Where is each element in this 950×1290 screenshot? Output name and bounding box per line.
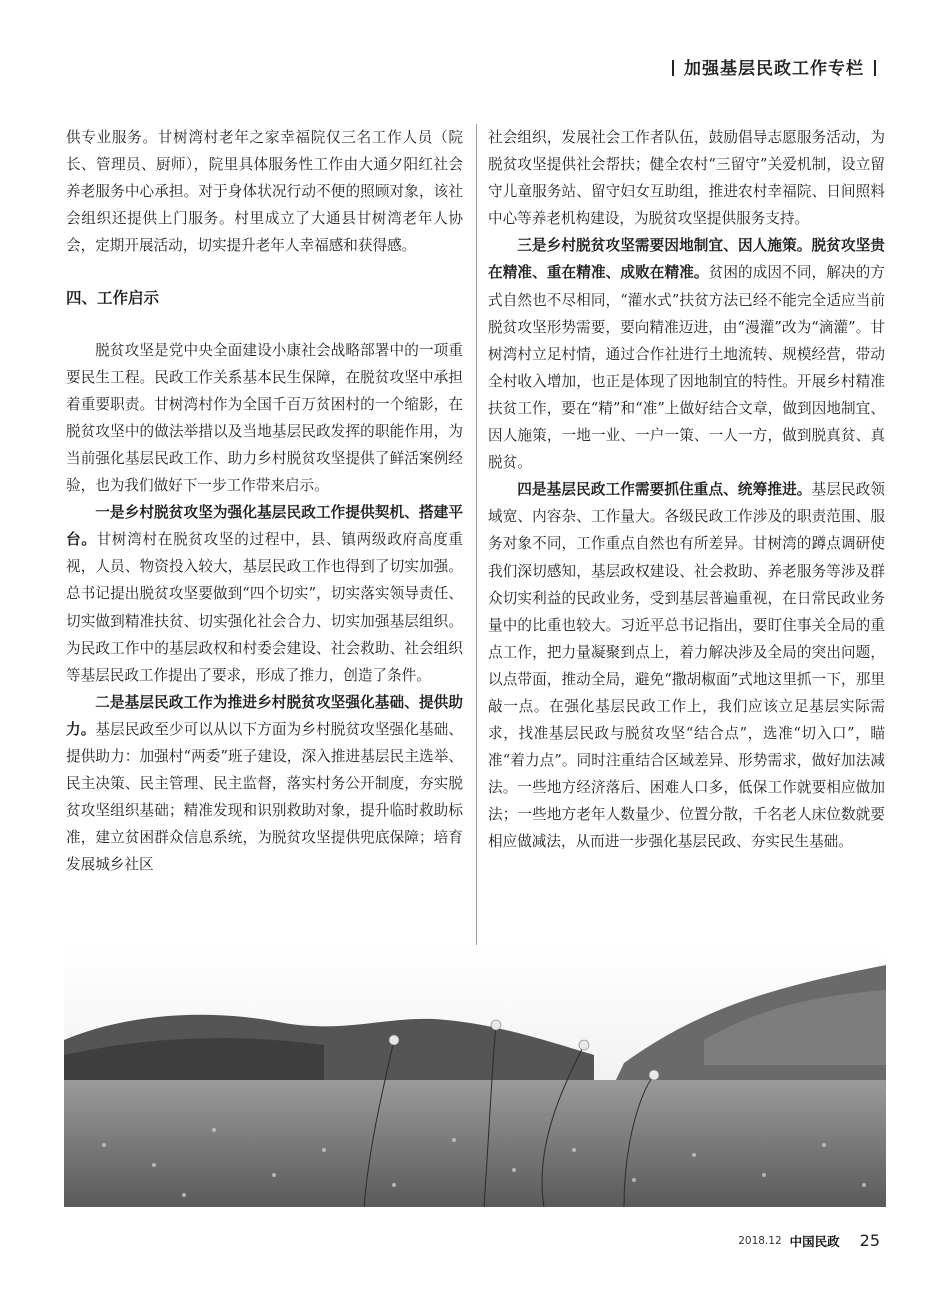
point-heading: 二是基层民政工作为推进乡村脱贫攻坚强化基础、提供助力。: [66, 693, 463, 738]
point-text: 基层民政至少可以从以下方面为乡村脱贫攻坚强化基础、提供助力：加强村“两委”班子建设，深入推进基层民主选举、民主决策、民主管理、民主监督，落实村务公开制度，夯实脱贫攻坚组织基础；精准发现和识别救助对象，提升临时救助标准，建立贫困群众信息系统，为脱贫攻坚提供兜底保障；培育发展城乡社区: [66, 720, 463, 874]
point-heading: 四是基层民政工作需要抓住重点、统筹推进。: [517, 481, 812, 499]
page-footer: [738, 1231, 880, 1250]
section-title: 四、工作启示: [66, 289, 160, 308]
paragraph: [488, 476, 885, 855]
paragraph: [488, 232, 885, 476]
point-text: 贫困的成因不同，解决的方式自然也不尽相同，“灌水式”扶贫方法已经不能完全适应当前脱贫攻坚形势需要，要向精准迈进，由“漫灌”改为“滴灌”。甘树湾村立足村情，通过合作社进行土地流转、规模经营，带动全村收入增加，也正是体现了因地制宜的特性。开展乡村精准扶贫工作，要在“精”和“准”上做好结合文章，做到因地制宜、因人施策，一地一业、一户一策、一人一方，做到脱真贫、真脱贫。: [488, 264, 885, 472]
header-bar-left: [672, 60, 674, 76]
paragraph: [66, 689, 463, 879]
magazine-name: 中国民政: [789, 1233, 840, 1249]
column-divider: [476, 124, 477, 954]
header-bar-right: [874, 60, 876, 76]
right-column: [488, 124, 885, 856]
column-header: [662, 54, 886, 79]
point-heading: 一是乡村脱贫攻坚为强化基层民政工作提供契机、搭建平台。: [66, 504, 463, 549]
landscape-photo: [64, 945, 886, 1207]
paragraph: 供专业服务。甘树湾村老年之家幸福院仅三名工作人员（院长、管理员、厨师），院里具体服务性工作由大通夕阳红社会养老服务中心承担。对于身体状况行动不便的照顾对象，该社会组织还提供上门服务。村里成立了大通县甘树湾老年人协会，定期开展活动，切实提升老年人幸福感和获得感。: [66, 129, 463, 255]
page-number: 25: [859, 1231, 880, 1250]
left-column: [66, 124, 463, 878]
paragraph: 脱贫攻坚是党中央全面建设小康社会战略部署中的一项重要民生工程。民政工作关系基本民生保障，在脱贫攻坚中承担着重要职责。甘树湾村作为全国千百万贫困村的一个缩影，在脱贫攻坚中的做法举措以及当地基层民政发挥的职能作用，为当前强化基层民政工作、助力乡村脱贫攻坚提供了鲜活案例经验，也为我们做好下一步工作带来启示。: [66, 341, 463, 495]
point-text: 基层民政领域宽、内容杂、工作量大。各级民政工作涉及的职责范围、服务对象不同，工作重点自然也有所差异。甘树湾的蹲点调研使我们深切感知，基层政权建设、社会救助、养老服务等涉及群众切实利益的民政业务，受到基层普遍重视，在日常民政业务量中的比重也较大。习近平总书记指出，要盯住事关全局的重点工作，把力量凝聚到点上，着力解决涉及全局的突出问题，以点带面，推动全局，避免“撒胡椒面”式地这里抓一下，那里敲一点。在强化基层民政工作上，我们应该立足基层实际需求，找准基层民政与脱贫攻坚“结合点”，选准“切入口”，瞄准“着力点”。同时注重结合区域差异、形势需求，做好加法减法。一些地方经济落后、困难人口多，低保工作就要相应做加法；一些地方老年人数量少、位置分散，千名老人床位数就要相应做减法，从而进一步强化基层民政、夯实民生基础。: [488, 481, 885, 851]
paragraph: 社会组织，发展社会工作者队伍，鼓励倡导志愿服务活动，为脱贫攻坚提供社会帮扶；健全农村“三留守”关爱机制，设立留守儿童服务站、留守妇女互助组，推进农村幸福院、日间照料中心等养老机构建设，为脱贫攻坚提供服务支持。: [488, 129, 885, 228]
issue-number: 2018.12: [738, 1234, 782, 1247]
paragraph: [66, 499, 463, 689]
point-text: 甘树湾村在脱贫攻坚的过程中，县、镇两级政府高度重视，人员、物资投入较大，基层民政工作也得到了切实加强。总书记提出脱贫攻坚要做到“四个切实”，切实落实领导责任、切实做到精准扶贫、切实强化社会合力、切实加强基层组织。为民政工作中的基层政权和村委会建设、社会救助、社会组织等基层民政工作提出了要求，形成了推力，创造了条件。: [66, 531, 463, 684]
point-heading: 三是乡村脱贫攻坚需要因地制宜、因人施策。脱贫攻坚贵在精准、重在精准、成败在精准。: [488, 237, 885, 282]
column-title: 加强基层民政工作专栏: [684, 59, 864, 79]
